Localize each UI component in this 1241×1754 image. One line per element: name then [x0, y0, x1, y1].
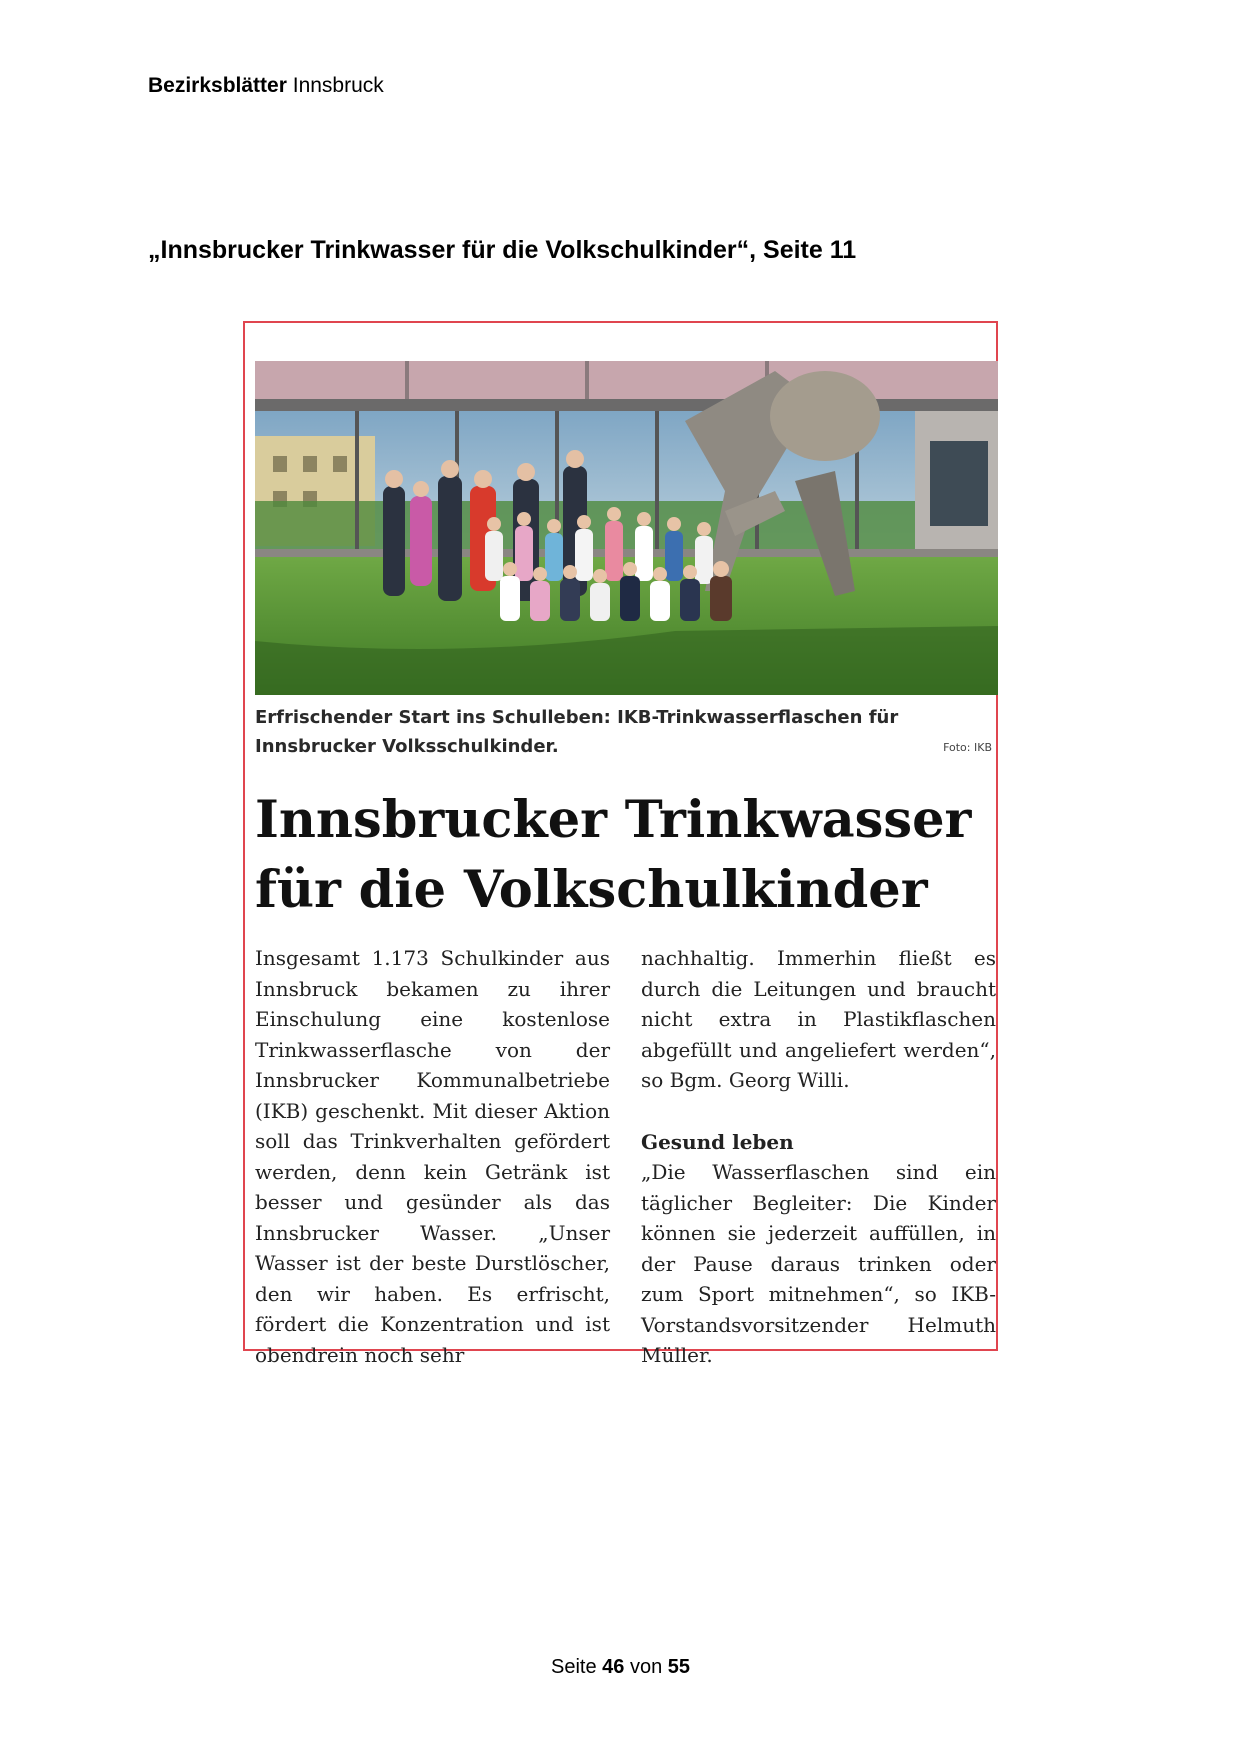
- header-location: Innsbruck: [292, 74, 384, 97]
- article-photo: [255, 361, 998, 695]
- newspaper-clipping: [243, 321, 998, 1367]
- header-brand: Bezirksblätter: [148, 74, 287, 97]
- document-title: „Innsbrucker Trinkwasser für die Volkschulkinder“, Seite 11: [148, 236, 857, 264]
- photo-illustration: [255, 361, 998, 695]
- page-number: [0, 1656, 1241, 1679]
- article-column-right: [641, 943, 996, 1371]
- headline-line-2: für die Volkschulkinder: [255, 860, 928, 920]
- photo-credit: Foto: IKB: [943, 741, 992, 754]
- page-separator: von: [629, 1656, 663, 1678]
- total-pages: 55: [667, 1656, 691, 1678]
- document-header: [148, 74, 384, 98]
- article-headline: [255, 785, 995, 925]
- article-paragraph: „Die Wasserflaschen sind ein täglicher Begleiter: Die Kinder können sie jederzeit auffüllen, in der Pause daraus trinken oder zum Sport mitnehmen“, so IKB-Vorstandsvorsitzender Helmuth Müller.: [641, 1160, 996, 1367]
- article-paragraph: nachhaltig. Immerhin fließt es durch die Leitungen und braucht nicht extra in Plastikflaschen abgefüllt und angeliefert werden“, so Bgm. Georg Willi.: [641, 946, 996, 1092]
- article-column-left: [255, 943, 610, 1370]
- headline-line-1: Innsbrucker Trinkwasser: [255, 790, 972, 850]
- current-page: 46: [602, 1656, 625, 1678]
- article-paragraph: Insgesamt 1.173 Schulkinder aus Innsbruck bekamen zu ihrer Einschulung eine kostenlose Trinkwasserflasche von der Innsbrucker Kommunalbetriebe (IKB) geschenkt. Mit dieser Aktion soll das Trinkverhalten gefördert werden, denn kein Getränk ist besser und gesünder als das Innsbrucker Wasser. „Unser Wasser ist der beste Durstlöscher, den wir haben. Es erfrischt, fördert die Konzentration und ist obendrein noch sehr: [255, 946, 610, 1367]
- photo-caption: Erfrischender Start ins Schulleben: IKB-Trinkwasserflaschen für Innsbrucker Volksschulkinder.: [255, 707, 899, 757]
- page-label: Seite: [550, 1656, 597, 1678]
- article-subheading: Gesund leben: [641, 1129, 794, 1154]
